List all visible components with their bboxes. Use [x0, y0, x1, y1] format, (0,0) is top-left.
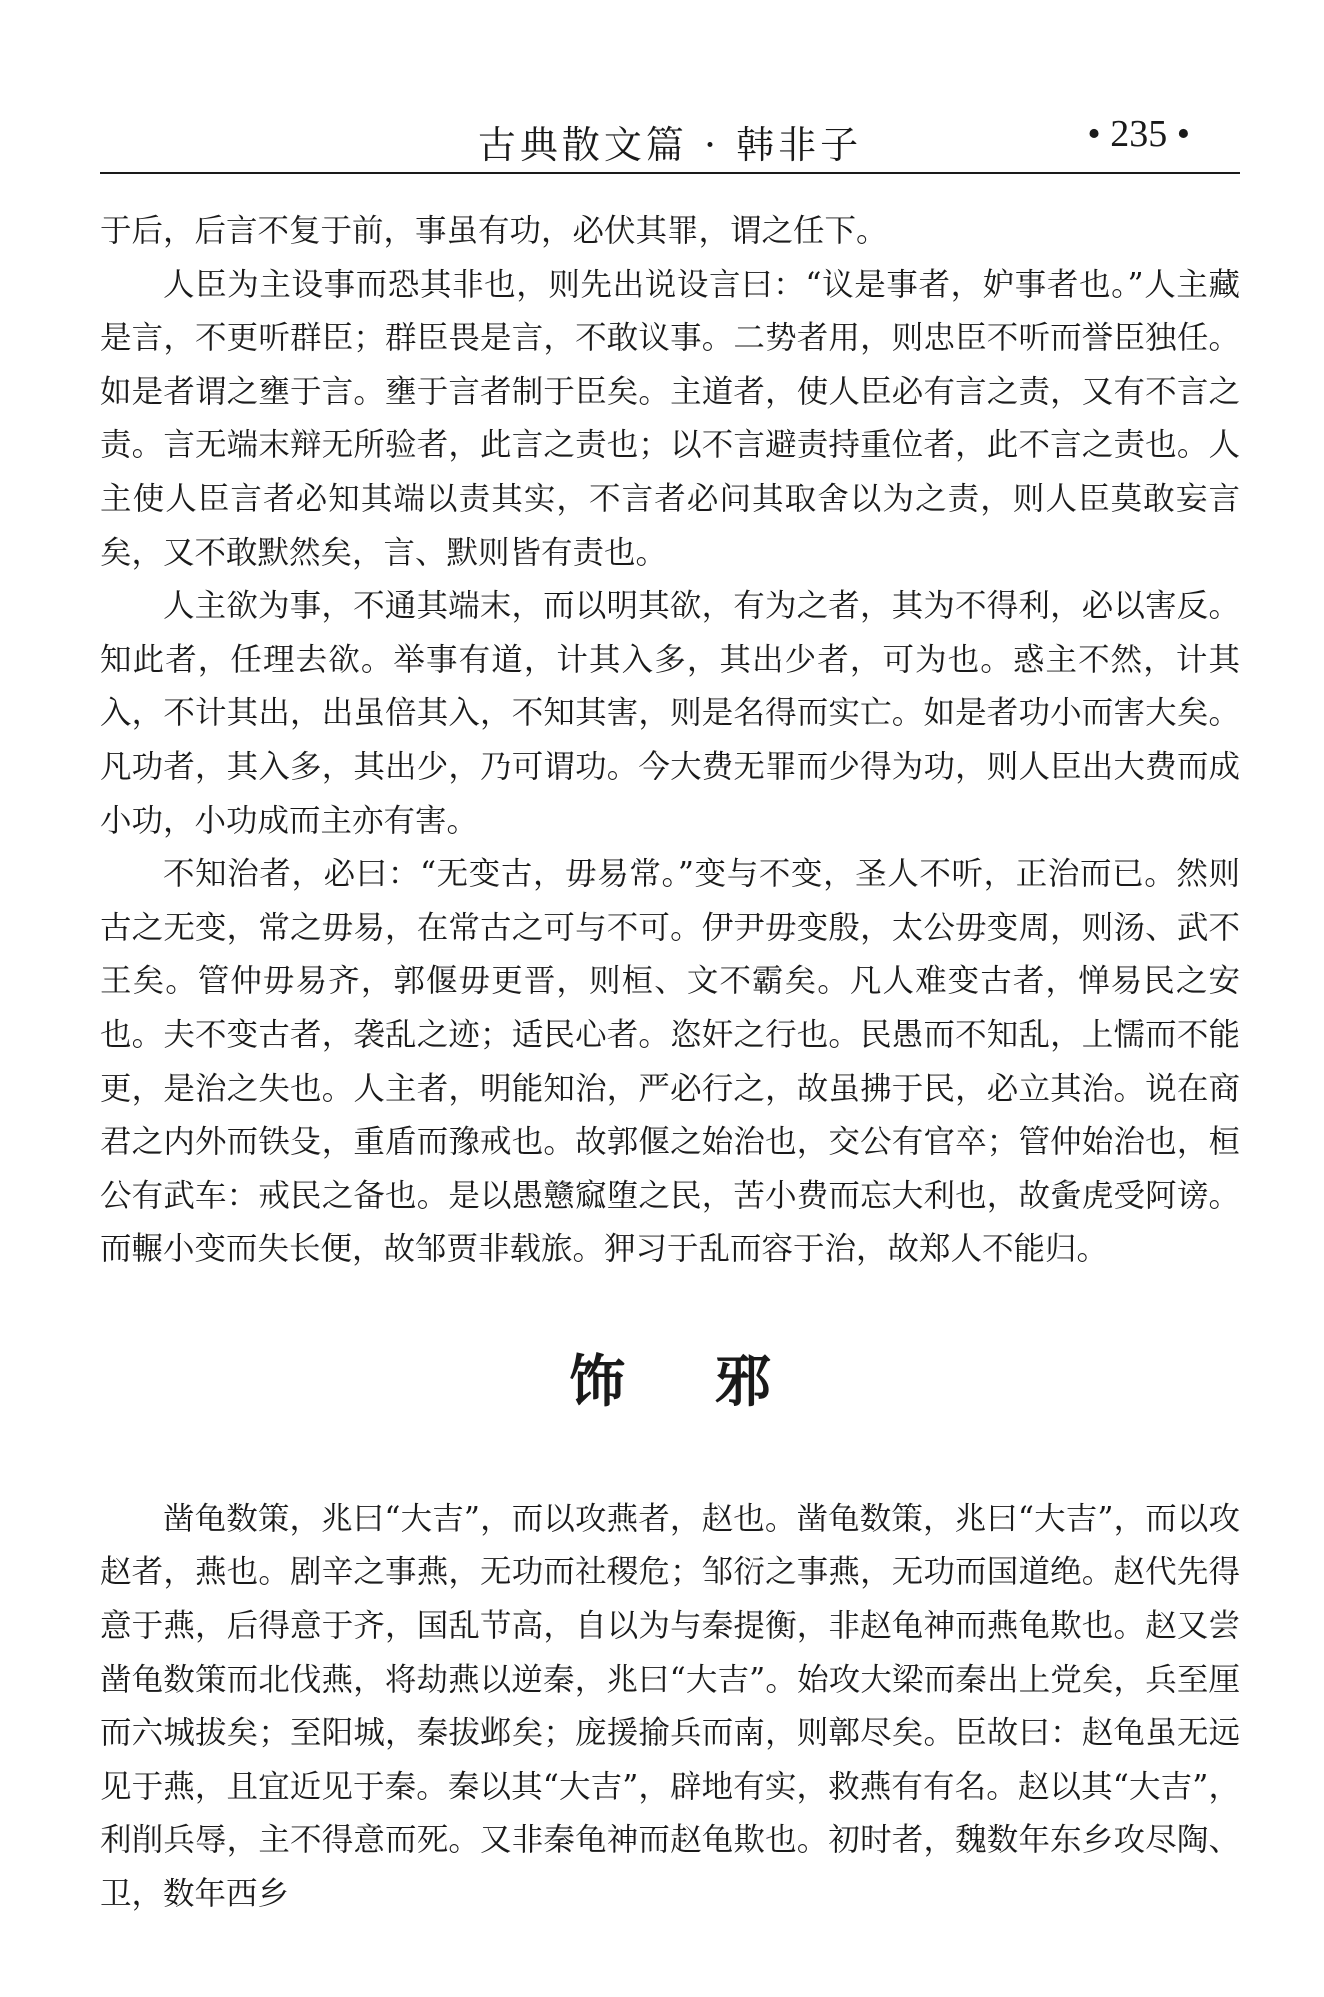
section-title: 饰邪 [569, 1349, 861, 1415]
paragraph: 凿龟数策，兆曰“大吉”，而以攻燕者，赵也。凿龟数策，兆曰“大吉”，而以攻赵者，燕也。剧辛之事燕，无功而社稷危；邹衍之事燕，无功而国道绝。赵代先得意于燕，后得意于齐，国乱节高，自以为与秦提衡，非赵龟神而燕龟欺也。赵又尝凿龟数策而北伐燕，将劫燕以逆秦，兆曰“大吉”。始攻大梁而秦出上党矣，兵至厘而六城拔矣；至阳城，秦拔邺矣；庞援揄兵而南，则鄣尽矣。臣故曰：赵龟虽无远见于燕，且宜近见于秦。秦以其“大吉”，辟地有实，救燕有有名。赵以其“大吉”，利削兵辱，主不得意而死。又非秦龟神而赵龟欺也。初时者，魏数年东乡攻尽陶、卫，数年西乡 [100, 1500, 1240, 1913]
running-title: 古典散文篇 · 韩非子 [477, 123, 863, 167]
paragraph: 不知治者，必曰：“无变古，毋易常。”变与不变，圣人不听，正治而已。然则古之无变，常之毋易，在常古之可与不可。伊尹毋变殷，太公毋变周，则汤、武不王矣。管仲毋易齐，郭偃毋更晋，则桓、文不霸矣。凡人难变古者，惮易民之安也。夫不变古者，袭乱之迹；适民心者。恣奸之行也。民愚而不知乱，上懦而不能更，是治之失也。人主者，明能知治，严必行之，故虽拂于民，必立其治。说在商君之内外而铁殳，重盾而豫戒也。故郭偃之始治也，交公有官卒；管仲始治也，桓公有武车：戒民之备也。是以愚戆窳堕之民，苦小费而忘大利也，故夤虎受阿谤。而輾小变而失长便，故邹贾非载旅。狎习于乱而容于治，故郑人不能归。 [100, 856, 1240, 1268]
body-text [100, 205, 1240, 1922]
paragraph: 于后，后言不复于前，事虽有功，必伏其罪，谓之任下。 [100, 213, 888, 249]
paragraph: 人臣为主设事而恐其非也，则先出说设言曰：“议是事者，妒事者也。”人主藏是言，不更听群臣；群臣畏是言，不敢议事。二势者用，则忠臣不听而誉臣独任。如是者谓之壅于言。壅于言者制于臣矣。主道者，使人臣必有言之责，又有不言之责。言无端末辩无所验者，此言之责也；以不言避责持重位者，此不言之责也。人主使人臣言者必知其端以责其实，不言者必问其取舍以为之责，则人臣莫敢妄言矣，又不敢默然矣，言、默则皆有责也。 [100, 266, 1240, 571]
paragraph: 人主欲为事，不通其端末，而以明其欲，有为之者，其为不得利，必以害反。知此者，任理去欲。举事有道，计其入多，其出少者，可为也。惑主不然，计其入，不计其出，出虽倍其入，不知其害，则是名得而实亡。如是者功小而害大矣。凡功者，其入多，其出少，乃可谓功。今大费无罪而少得为功，则人臣出大费而成小功，小功成而主亦有害。 [100, 588, 1240, 839]
page-header [100, 108, 1240, 174]
page-number: • 235 • [1087, 113, 1190, 155]
